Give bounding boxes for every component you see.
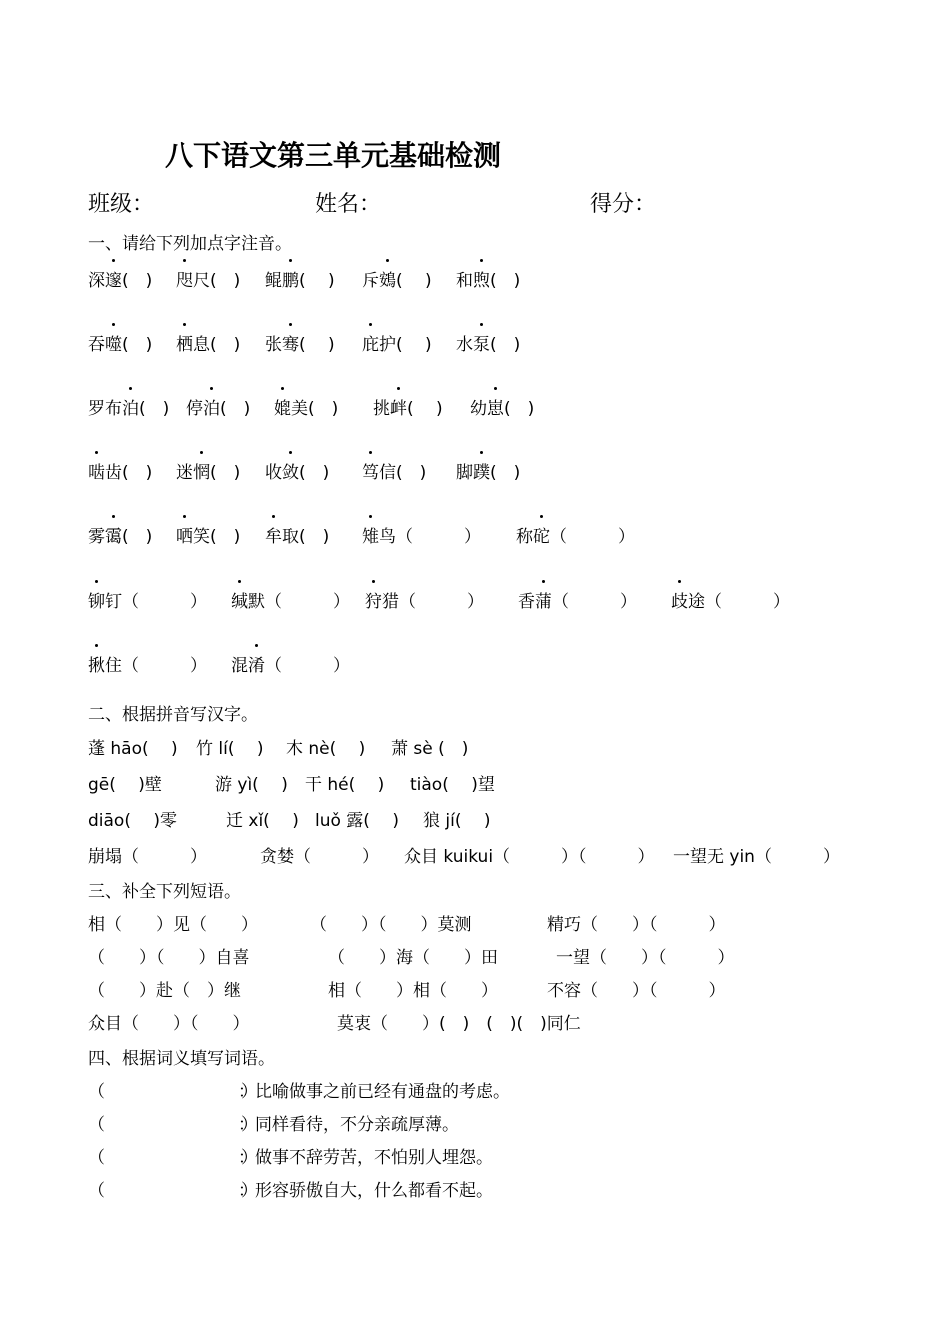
item: 狩猎（ ） xyxy=(365,587,484,612)
score-label: 得分： xyxy=(590,192,657,217)
emphasis-dot: 栖 xyxy=(176,330,193,355)
emphasis-dot: 煦 xyxy=(473,266,490,291)
emphasis-dot: 泵 xyxy=(473,330,490,355)
page-title: 八下语文第三单元基础检测 xyxy=(165,139,502,172)
item: gē( )壁 xyxy=(88,775,162,795)
emphasis-dot: 牟 xyxy=(265,522,282,547)
definition-text: ：同样看待，不分亲疏厚薄。 xyxy=(238,1115,459,1135)
item: tiào( )望 xyxy=(410,775,495,795)
emphasis-dot: 蒲 xyxy=(535,587,552,612)
item: 停泊( ) xyxy=(186,394,250,419)
item: 干 hé( ) xyxy=(305,775,385,795)
item: （ ）（ ）莫测 xyxy=(310,915,472,935)
emphasis-dot: 歧 xyxy=(671,587,688,612)
item: 和煦( ) xyxy=(456,266,520,291)
emphasis-dot: 笃 xyxy=(362,458,379,483)
item: 游 yì( ) xyxy=(215,775,288,795)
item: 贪婪（ ） xyxy=(260,847,379,867)
emphasis-dot: 淆 xyxy=(248,651,265,676)
item: 挑衅( ) xyxy=(373,394,443,419)
item: 称砣（ ） xyxy=(516,522,635,547)
item: 众目（ ）（ ） xyxy=(88,1014,250,1034)
item: 铆钉（ ） xyxy=(88,587,207,612)
emphasis-dot: 衅 xyxy=(390,394,407,419)
item: 一望无 yin（ ） xyxy=(673,847,840,867)
emphasis-dot: 缄 xyxy=(231,587,248,612)
item: 迁 xǐ( ) xyxy=(226,811,299,831)
emphasis-dot: 泊 xyxy=(122,394,139,419)
emphasis-dot: 雉 xyxy=(362,522,379,547)
item: 精巧（ ）（ ） xyxy=(547,915,726,935)
answer-blank: （ ） xyxy=(88,1181,258,1201)
item: 牟取( ) xyxy=(265,522,329,547)
item: 香蒲（ ） xyxy=(518,587,637,612)
emphasis-dot: 噬 xyxy=(105,330,122,355)
emphasis-dot: 砣 xyxy=(533,522,550,547)
item: （ ）（ ）自喜 xyxy=(88,948,250,968)
item: 莫衷（ ）( ) ( )( )同仁 xyxy=(337,1014,581,1034)
item: 狼 jí( ) xyxy=(423,811,491,831)
emphasis-dot: 鴳 xyxy=(379,266,396,291)
emphasis-dot: 鹏 xyxy=(282,266,299,291)
item: 相（ ）相（ ） xyxy=(328,981,498,1001)
emphasis-dot: 铆 xyxy=(88,587,105,612)
emphasis-dot: 咫 xyxy=(176,266,193,291)
class-label: 班级： xyxy=(88,192,155,217)
item: 罗布泊( ) xyxy=(88,394,169,419)
item: diāo( )零 xyxy=(88,811,178,831)
section4-heading: 四、根据词义填写词语。 xyxy=(88,1049,275,1069)
item: 萧 sè ( ) xyxy=(391,739,469,759)
section2-heading: 二、根据拼音写汉字。 xyxy=(88,705,258,725)
item: 斥鴳( ) xyxy=(362,266,432,291)
item: 笃信( ) xyxy=(362,458,426,483)
item: 歧途（ ） xyxy=(671,587,790,612)
definition-text: ：形容骄傲自大，什么都看不起。 xyxy=(238,1181,493,1201)
item: 众目 kuikui（ ）（ ） xyxy=(404,847,655,867)
emphasis-dot: 骞 xyxy=(282,330,299,355)
section1-heading: 一、请给下列加点字注音。 xyxy=(88,234,292,254)
emphasis-dot: 啮 xyxy=(88,458,105,483)
item: 迷惘( ) xyxy=(176,458,240,483)
item: 媲美( ) xyxy=(274,394,338,419)
item: 一望（ ）（ ） xyxy=(556,948,735,968)
answer-blank: （ ） xyxy=(88,1148,258,1168)
emphasis-dot: 惘 xyxy=(193,458,210,483)
item: 咫尺( ) xyxy=(176,266,240,291)
definition-text: ：做事不辞劳苦，不怕别人埋怨。 xyxy=(238,1148,493,1168)
item: 揪住（ ） xyxy=(88,651,207,676)
item: 脚蹼( ) xyxy=(456,458,520,483)
item: 崩塌（ ） xyxy=(88,847,207,867)
item: （ ）赴（ ）继 xyxy=(88,981,241,1001)
item: 张骞( ) xyxy=(265,330,335,355)
item: 哂笑( ) xyxy=(176,522,240,547)
emphasis-dot: 蹼 xyxy=(473,458,490,483)
emphasis-dot: 媲 xyxy=(274,394,291,419)
name-label: 姓名： xyxy=(315,192,382,217)
emphasis-dot: 敛 xyxy=(282,458,299,483)
definition-text: ：比喻做事之前已经有通盘的考虑。 xyxy=(238,1082,510,1102)
item: 雾霭( ) xyxy=(88,522,152,547)
emphasis-dot: 庇 xyxy=(362,330,379,355)
emphasis-dot: 狩 xyxy=(365,587,382,612)
item: 相（ ）见（ ） xyxy=(88,915,258,935)
item: 混淆（ ） xyxy=(231,651,350,676)
emphasis-dot: 泊 xyxy=(203,394,220,419)
item: 不容（ ）（ ） xyxy=(547,981,726,1001)
emphasis-dot: 崽 xyxy=(487,394,504,419)
section3-heading: 三、补全下列短语。 xyxy=(88,882,241,902)
item: 庇护( ) xyxy=(362,330,432,355)
emphasis-dot: 哂 xyxy=(176,522,193,547)
item: 缄默（ ） xyxy=(231,587,350,612)
item: 木 nè( ) xyxy=(286,739,366,759)
item: 竹 lí( ) xyxy=(196,739,264,759)
emphasis-dot: 霭 xyxy=(105,522,122,547)
item: luǒ 露( ) xyxy=(315,811,399,831)
emphasis-dot: 揪 xyxy=(88,651,105,676)
item: 幼崽( ) xyxy=(470,394,534,419)
item: 雉鸟（ ） xyxy=(362,522,481,547)
item: 水泵( ) xyxy=(456,330,520,355)
answer-blank: （ ） xyxy=(88,1115,258,1135)
item: 鲲鹏( ) xyxy=(265,266,335,291)
item: 啮齿( ) xyxy=(88,458,152,483)
item: 蓬 hāo( ) xyxy=(88,739,178,759)
item: 深邃( ) xyxy=(88,266,152,291)
item: 吞噬( ) xyxy=(88,330,152,355)
item: 收敛( ) xyxy=(265,458,329,483)
emphasis-dot: 邃 xyxy=(105,266,122,291)
item: （ ）海（ ）田 xyxy=(328,948,498,968)
item: 栖息( ) xyxy=(176,330,240,355)
answer-blank: （ ） xyxy=(88,1082,258,1102)
